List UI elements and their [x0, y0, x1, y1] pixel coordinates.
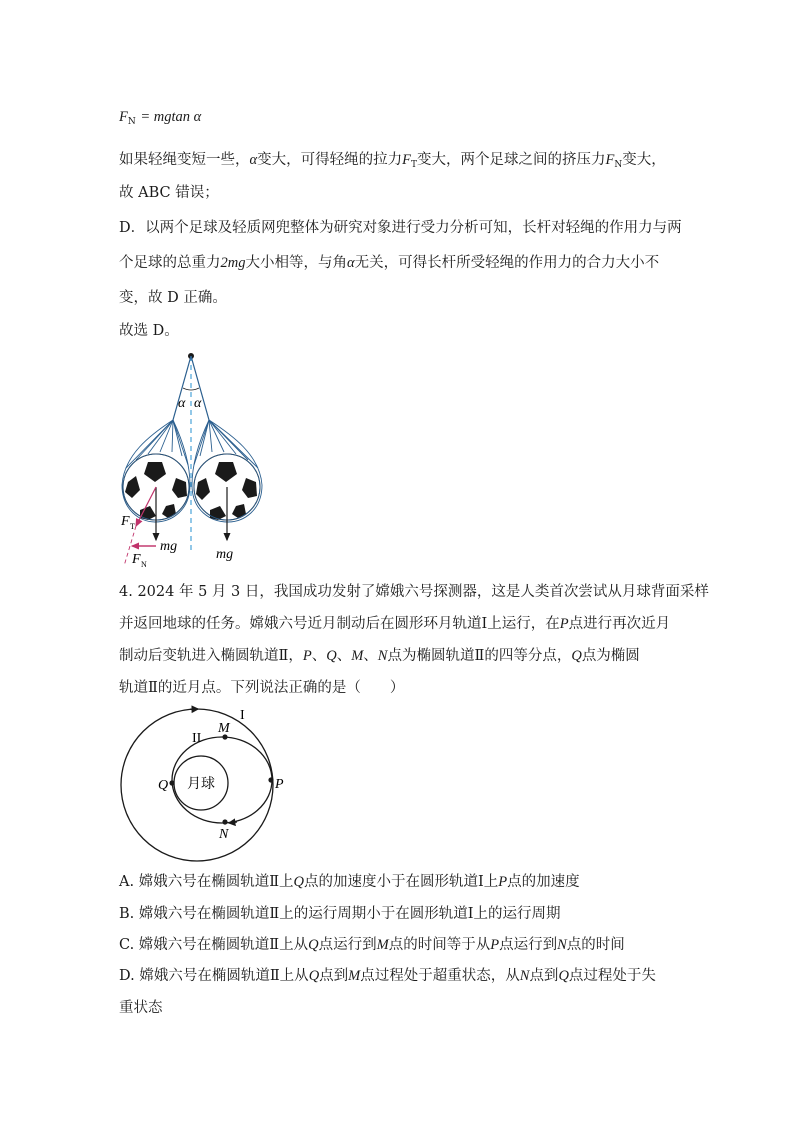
point-p: P — [559, 616, 569, 632]
text-segment: 大小相等，与角 — [245, 255, 347, 271]
text-segment: 变大，两个足球之间的挤压力 — [417, 152, 606, 168]
formula-rhs: = mgtan α — [140, 109, 202, 125]
option-d — [119, 966, 656, 986]
text-segment: 点的时间等于从 — [388, 937, 491, 953]
text-segment: 点运行到 — [499, 937, 558, 953]
text-segment: 点为椭圆 — [581, 648, 640, 664]
point-m: M — [376, 937, 389, 953]
separator: 、 — [363, 648, 378, 664]
ft-symbol: F — [402, 152, 411, 168]
text-segment: 点进行再次近月 — [568, 616, 671, 632]
option-a — [119, 872, 580, 892]
text-segment: 并返回地球的任务。嫦娥六号近月制动后在圆形环月轨道Ⅰ上运行，在 — [119, 616, 560, 632]
fn-label: F — [132, 552, 141, 567]
text-segment: 点到 — [319, 968, 349, 984]
alpha-right-label: α — [194, 396, 202, 411]
text-segment: 变大， — [622, 152, 666, 168]
point-q: Q — [326, 648, 337, 664]
ft-sub: T — [410, 160, 417, 170]
angle-arc — [183, 388, 199, 390]
solution-paragraph-2-line-2 — [119, 253, 659, 273]
point-q-dot — [169, 780, 174, 785]
text-segment: 点为椭圆轨道Ⅱ的四等分点， — [387, 648, 572, 664]
text-segment: 点过程处于失 — [568, 968, 656, 984]
answer-line: 故选 D。 — [119, 323, 179, 339]
point-m: M — [351, 648, 364, 664]
option-b: B. 嫦娥六号在椭圆轨道Ⅱ上的运行周期小于在圆形轨道Ⅰ上的运行周期 — [119, 906, 561, 922]
alpha-symbol: α — [249, 152, 258, 168]
text-segment: 点的时间 — [566, 937, 625, 953]
text-segment: 点的加速度小于在圆形轨道Ⅰ上 — [304, 874, 499, 890]
solution-paragraph-2-line-1: D．以两个足球及轻质网兜整体为研究对象进行受力分析可知，长杆对轻绳的作用力与两 — [119, 220, 682, 236]
point-p-dot — [268, 777, 273, 782]
formula-lhs-sub: N — [127, 117, 136, 127]
orbit-ii-label: II — [192, 731, 202, 746]
soccer-ball-force-diagram — [110, 350, 285, 572]
separator: 、 — [311, 648, 327, 664]
text-segment: C. 嫦娥六号在椭圆轨道Ⅱ上从 — [119, 937, 309, 953]
point-p: P — [498, 874, 508, 890]
text-segment: 变大，可得轻绳的拉力 — [257, 152, 403, 168]
text-segment: 制动后变轨进入椭圆轨道Ⅱ， — [119, 648, 303, 664]
point-p-label: P — [275, 777, 284, 792]
point-p: P — [302, 648, 312, 664]
text-segment: 点到 — [529, 968, 559, 984]
question-4-line-1: 4. 2024 年 5 月 3 日，我国成功发射了嫦娥六号探测器，这是人类首次尝试从月球背面采样 — [119, 584, 709, 600]
fn-sub: N — [614, 160, 623, 170]
mg-right-label: mg — [216, 547, 234, 562]
point-m: M — [348, 968, 361, 984]
point-n-dot — [222, 819, 227, 824]
formula-lhs: F — [119, 109, 128, 125]
text-segment: A. 嫦娥六号在椭圆轨道Ⅱ上 — [119, 874, 294, 890]
point-n-label: N — [219, 827, 229, 842]
option-d-line-2: 重状态 — [119, 1000, 163, 1016]
question-4-line-2 — [119, 614, 670, 634]
text-segment: 无关，可得长杆所受轻绳的作用力的合力大小不 — [354, 255, 660, 271]
point-q: Q — [558, 968, 569, 984]
text-segment: 个足球的总重力 — [119, 255, 221, 271]
fn-sub-label: N — [141, 560, 147, 569]
alpha-symbol: α — [346, 255, 355, 271]
text-segment: 点的加速度 — [507, 874, 580, 890]
ft-sub-label: T — [130, 522, 135, 531]
point-q: Q — [571, 648, 582, 664]
point-n: N — [377, 648, 388, 664]
text-segment: 点过程处于超重状态，从 — [360, 968, 520, 984]
point-q: Q — [308, 968, 320, 984]
solution-paragraph-1-line-2: 故 ABC 错误； — [119, 185, 219, 201]
orbit-i-label: I — [240, 708, 245, 723]
lunar-orbit-diagram — [112, 700, 302, 865]
question-4-line-4: 轨道Ⅱ的近月点。下列说法正确的是（ ） — [119, 680, 405, 696]
2mg-symbol: 2mg — [220, 255, 246, 271]
fn-symbol: F — [605, 152, 615, 168]
point-m-label: M — [218, 721, 230, 736]
question-4-line-3 — [119, 646, 640, 666]
alpha-left-label: α — [178, 396, 186, 411]
point-q: Q — [308, 937, 319, 953]
point-n: N — [519, 968, 530, 984]
mg-left-label: mg — [160, 539, 178, 554]
solution-paragraph-1-line-1 — [119, 150, 666, 175]
separator: 、 — [336, 648, 352, 664]
point-p: P — [490, 937, 500, 953]
text-segment: 点运行到 — [318, 937, 377, 953]
formula-fn-equals-mgtan-alpha — [119, 107, 201, 132]
point-q-label: Q — [158, 778, 169, 793]
text-segment: 如果轻绳变短一些， — [119, 152, 250, 168]
point-n: N — [557, 937, 567, 953]
point-q: Q — [293, 874, 305, 890]
moon-label: 月球 — [187, 776, 215, 792]
ft-label: F — [121, 514, 130, 529]
text-segment: D. 嫦娥六号在椭圆轨道Ⅱ上从 — [119, 968, 309, 984]
solution-paragraph-2-line-3: 变，故 D 正确。 — [119, 290, 227, 306]
option-c — [119, 935, 625, 955]
